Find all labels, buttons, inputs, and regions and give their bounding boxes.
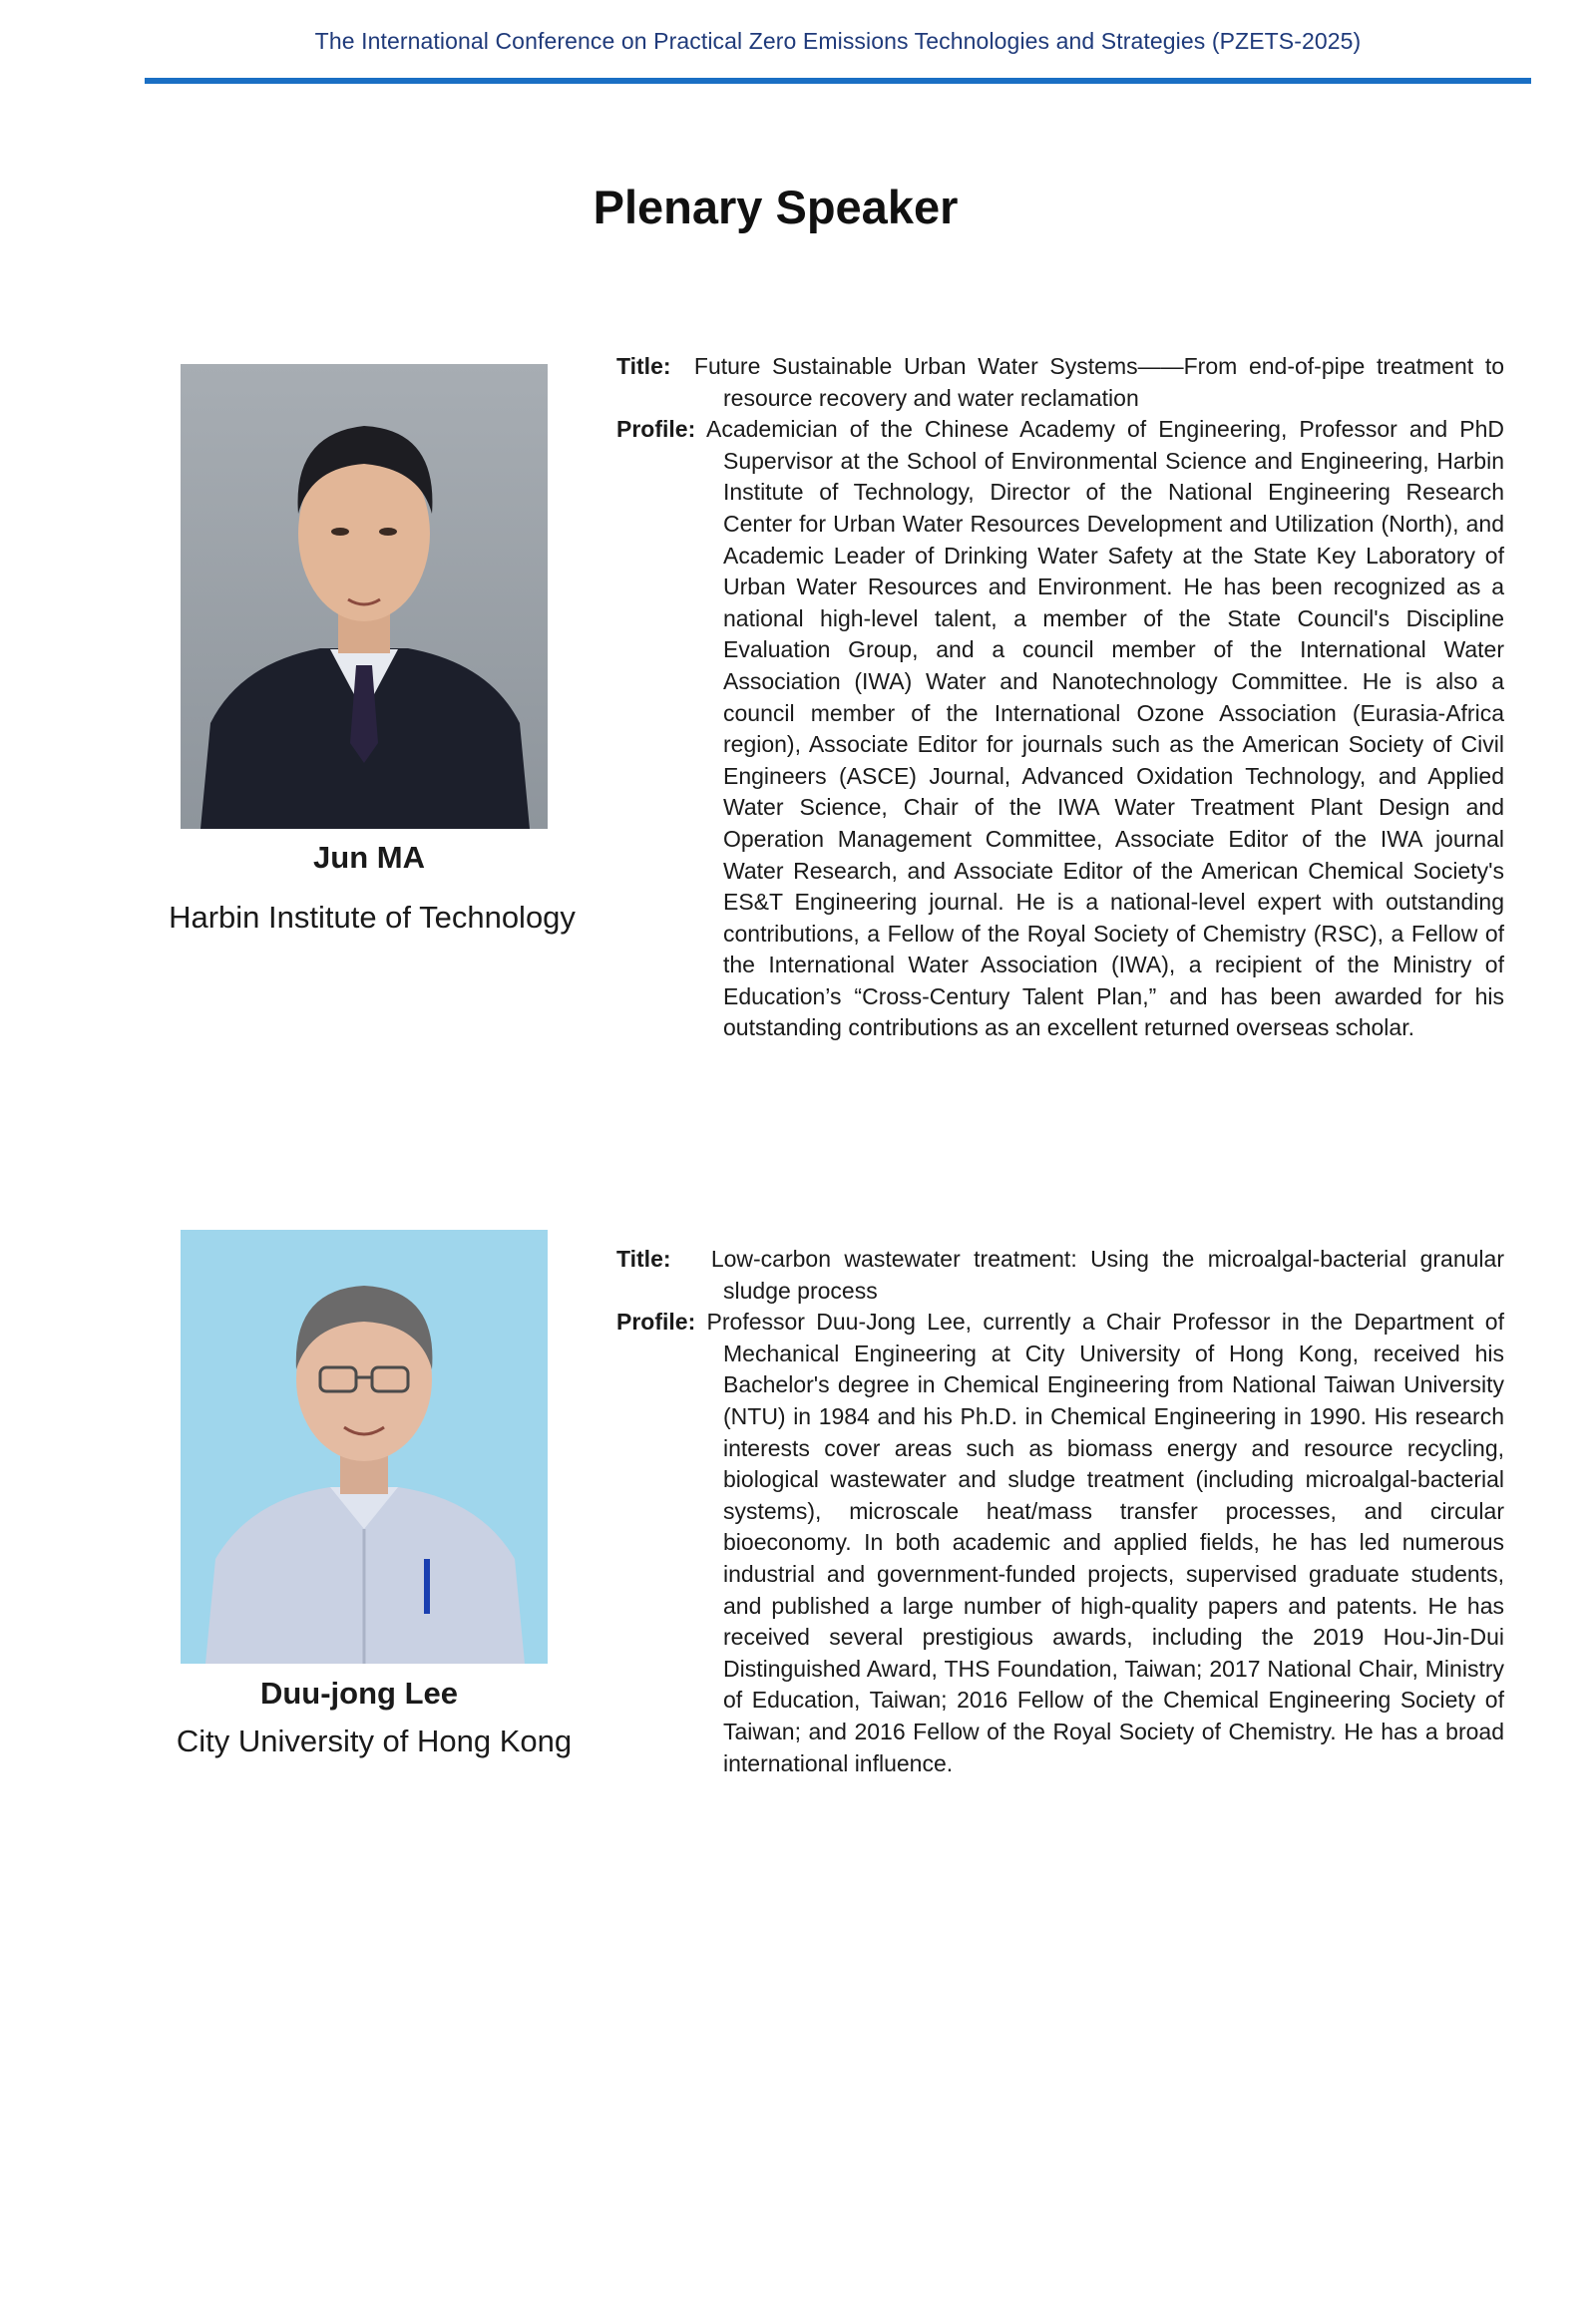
header-divider — [145, 78, 1531, 84]
speaker-bio-duu-jong-lee — [616, 1244, 1504, 1779]
talk-title: Low-carbon wastewater treatment: Using the microalgal-bacterial granular sludge process — [710, 1246, 1504, 1304]
profile-text: Professor Duu-Jong Lee, currently a Chair Professor in the Department of Mechanical Engineering at City University of Hong Kong, received his Bachelor's degree in Chemical Engineering from National Taiwan University (NTU) in 1984 and his Ph.D. in Chemical Engineering in 1990. His research interests cover areas such as biomass energy and resource recycling, biological wastewater and sludge treatment (including microalgal-bacterial systems), microscale heat/mass transfer processes, and circular bioeconomy. In both academic and applied fields, he has led numerous industrial and government-funded projects, supervised graduate students, and published a large number of high-quality papers and patents. He has received several prestigious awards, including the 2019 Hou-Jin-Dui Distinguished Award, THS Foundation, Taiwan; 2017 National Chair, Ministry of Education, Taiwan; 2016 Fellow of the Chemical Engineering Society of Taiwan; and 2016 Fellow of the Royal Society of Chemistry. He has a broad international influence. — [706, 1309, 1504, 1776]
speaker-name: Duu-jong Lee — [259, 1676, 459, 1711]
profile-text: Academician of the Chinese Academy of Engineering, Professor and PhD Supervisor at the School of Environmental Science and Engineering, Harbin Institute of Technology, Director of the National Engineering Research Center for Urban Water Resources Development and Utilization (North), and Academic Leader of Drinking Water Safety at the State Key Laboratory of Urban Water Resources and Environment. He has been recognized as a national high-level talent, a member of the State Council's Discipline Evaluation Group, and a council member of the International Water Association (IWA) Water and Nanotechnology Committee. He is also a council member of the International Ozone Association (Eurasia-Africa region), Associate Editor for journals such as the American Society of Civil Engineers (ASCE) Journal, Advanced Oxidation Technology, and Applied Water Science, Chair of the IWA Water Treatment Plant Design and Operation Management Committee, Associate Editor of the IWA journal Water Research, and Associate Editor of the American Chemical Society's ES&T Engineering journal. He is a national-level expert with outstanding contributions, a Fellow of the Royal Society of Chemistry (RSC), a Fellow of the International Water Association (IWA), a recipient of the Ministry of Education’s “Cross-Century Talent Plan,” and has been awarded for his outstanding contributions as an excellent returned overseas scholar. — [706, 416, 1504, 1041]
portrait-illustration — [181, 364, 548, 829]
speaker-photo-jun-ma — [181, 364, 548, 829]
talk-title: Future Sustainable Urban Water Systems——From end-of-pipe treatment to resource recovery and water reclamation — [693, 353, 1505, 411]
conference-header: The International Conference on Practical Zero Emissions Technologies and Strategies (PZETS-2025) — [314, 28, 1362, 54]
profile-label: Profile: — [616, 416, 696, 443]
speaker-affiliation: Harbin Institute of Technology — [169, 900, 576, 935]
profile-row — [616, 1307, 1504, 1779]
page-title: Plenary Speaker — [593, 181, 959, 233]
portrait-illustration — [181, 1230, 548, 1664]
title-label: Title: — [616, 353, 671, 379]
talk-title-row — [616, 1244, 1504, 1307]
speaker-name: Jun MA — [313, 840, 425, 875]
speaker-bio-jun-ma — [616, 351, 1504, 1044]
speaker-affiliation: City University of Hong Kong — [176, 1724, 573, 1758]
title-label: Title: — [616, 1246, 671, 1272]
profile-row — [616, 414, 1504, 1044]
speaker-photo-duu-jong-lee — [181, 1230, 548, 1664]
profile-label: Profile: — [616, 1309, 696, 1336]
talk-title-row — [616, 351, 1504, 414]
